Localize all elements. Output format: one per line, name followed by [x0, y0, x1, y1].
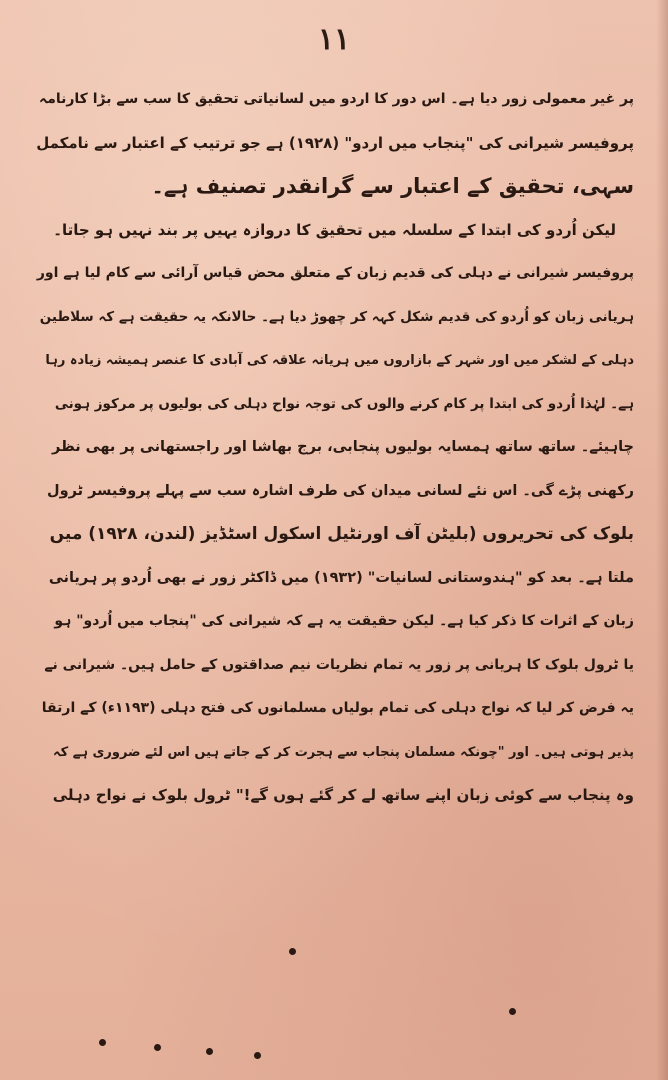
ink-speck — [509, 1008, 516, 1015]
ink-speck — [254, 1052, 261, 1059]
text-line: پروفیسر شیرانی کی "پنجاب میں اردو" (۱۹۲۸) ہے جو ترتیب کے اعتبار سے نامکمل — [36, 133, 634, 152]
ink-speck — [289, 948, 296, 955]
text-line: وہ پنجاب سے کوئی زبان اپنے ساتھ لے کر گئے ہوں گے!" ٹرول بلوک نے نواح دہلی — [52, 786, 634, 804]
ink-speck — [206, 1048, 213, 1055]
text-line: پر غیر معمولی زور دیا ہے۔ اس دور کا اردو میں لسانیاتی تحقیق کا سب سے بڑا کارنامہ — [38, 91, 634, 107]
text-line: یا ٹرول بلوک کا ہریانی پر زور یہ تمام نظریات نیم صداقتوں کے حامل ہیں۔ شیرانی نے — [44, 656, 634, 673]
text-line: زبان کے اثرات کا ذکر کیا ہے۔ لیکن حقیقت یہ ہے کہ شیرانی کی "پنجاب میں اُردو" ہو — [54, 613, 634, 629]
text-line: ملتا ہے۔ بعد کو "ہندوستانی لسانیات" (۱۹۳۲) میں ڈاکٹر زور نے بھی اُردو پر ہریانی — [48, 569, 634, 586]
text-line: سہی، تحقیق کے اعتبار سے گرانقدر تصنیف ہے۔ — [151, 174, 634, 198]
text-line: دہلی کے لشکر میں اور شہر کے بازاروں میں ہریانہ علاقہ کی آبادی کا عنصر ہمیشہ زیادہ رہا — [45, 353, 634, 368]
text-line: رکھنی پڑے گی۔ اس نئے لسانی میدان کی طرف اشارہ سب سے پہلے پروفیسر ٹرول — [47, 482, 634, 499]
text-line: پروفیسر شیرانی نے دہلی کی قدیم زبان کے متعلق محض قیاس آرائی سے کام لیا ہے اور — [36, 265, 634, 281]
text-line: یہ فرض کر لیا کہ نواح دہلی کی تمام بولیاں مسلمانوں کی فتح دہلی (۱۱۹۳ء) کے ارتقا — [41, 700, 634, 716]
text-line: ہریانی زبان کو اُردو کی قدیم شکل کہہ کر چھوڑ دیا ہے۔ حالانکہ یہ حقیقت ہے کہ سلاطین — [39, 308, 634, 325]
text-line: ہے۔ لہٰذا اُردو کی ابتدا پر کام کرنے والوں کی توجہ نواح دہلی کی بولیوں پر مرکوز ہونی — [54, 395, 634, 412]
page-number: ۱۱ — [317, 22, 351, 57]
text-line: لیکن اُردو کی ابتدا کے سلسلہ میں تحقیق کا دروازہ یہیں پر بند نہیں ہو جاتا۔ — [53, 220, 616, 239]
page-edge-shadow — [656, 0, 668, 1080]
page-text — [36, 78, 634, 818]
ink-speck — [99, 1039, 106, 1046]
text-line: بلوک کی تحریروں (بلیٹن آف اورنٹیل اسکول اسٹڈیز (لندن، ۱۹۲۸) میں — [49, 524, 634, 544]
text-line: چاہیئے۔ ساتھ ساتھ ہمسایہ بولیوں پنجابی، برج بھاشا اور راجستھانی پر بھی نظر — [52, 439, 634, 455]
text-line: پذیر ہوتی ہیں۔ اور "چونکہ مسلمان پنجاب سے ہجرت کر کے جاتے ہیں اس لئے ضروری ہے کہ — [53, 744, 634, 760]
ink-speck — [154, 1044, 161, 1051]
